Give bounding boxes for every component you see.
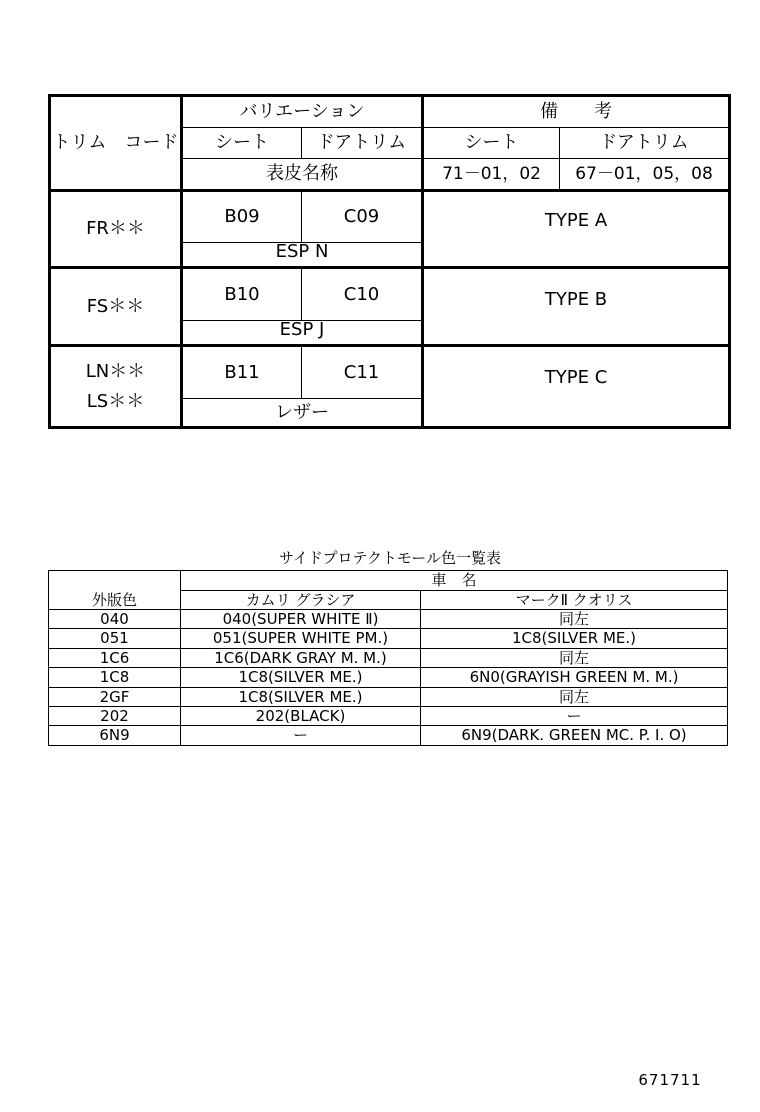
table-row <box>49 688 728 707</box>
camry-color: 202(BLACK) <box>181 707 421 726</box>
header-variation: バリエーション <box>182 96 423 128</box>
header-door-trim: ドアトリム <box>302 128 423 159</box>
table-row <box>49 726 728 746</box>
camry-color: 1C8(SILVER ME.) <box>181 688 421 707</box>
mark2-color: 6N9(DARK. GREEN MC. P. I. O) <box>421 726 728 746</box>
exterior-color-code: 1C8 <box>49 668 181 688</box>
material-leather: レザー <box>182 399 423 428</box>
mark2-color: 1C8(SILVER ME.) <box>421 629 728 649</box>
table-row <box>49 707 728 726</box>
header-seat: シート <box>182 128 302 159</box>
exterior-color-code: 1C6 <box>49 649 181 668</box>
header-surface-material: 表皮名称 <box>182 159 423 191</box>
mark2-color: 同左 <box>421 688 728 707</box>
camry-color: 040(SUPER WHITE Ⅱ) <box>181 610 421 629</box>
remarks-door-codes: 67－01，05，08 <box>560 159 730 191</box>
material-esp-j: ESP J <box>182 321 423 346</box>
trim-code-fs <box>50 268 182 346</box>
header-remarks-seat: シート <box>423 128 560 159</box>
table-row <box>49 668 728 688</box>
side-protect-mold-color-table <box>48 570 728 746</box>
mark2-color: ー <box>421 707 728 726</box>
trim-code-fr <box>50 191 182 268</box>
type-a: TYPE A <box>423 191 730 268</box>
type-b: TYPE B <box>423 268 730 346</box>
camry-color: 051(SUPER WHITE PM.) <box>181 629 421 649</box>
seat-code-b09: B09 <box>182 191 302 243</box>
trim-variation-table <box>48 94 731 429</box>
header-mark2-qualis: マークⅡ クオリス <box>421 591 728 610</box>
door-code-c11: C11 <box>302 346 423 399</box>
door-code-c10: C10 <box>302 268 423 321</box>
remarks-seat-codes: 71－01，02 <box>423 159 560 191</box>
camry-color: ー <box>181 726 421 746</box>
exterior-color-code: 040 <box>49 610 181 629</box>
header-trim-code: トリム コード <box>50 96 182 191</box>
trim-code-label: LS＊＊ <box>86 390 145 412</box>
trim-code-label: LN＊＊ <box>85 360 146 382</box>
header-exterior-color: 外版色 <box>49 571 181 610</box>
header-camry-gracia: カムリ グラシア <box>181 591 421 610</box>
table-row <box>49 610 728 629</box>
table-row <box>49 649 728 668</box>
exterior-color-code: 6N9 <box>49 726 181 746</box>
mark2-color: 6N0(GRAYISH GREEN M. M.) <box>421 668 728 688</box>
trim-code-ln-ls <box>50 346 182 428</box>
color-table-title: サイドプロテクトモール色一覧表 <box>278 549 501 567</box>
exterior-color-code: 051 <box>49 629 181 649</box>
mark2-color: 同左 <box>421 649 728 668</box>
seat-code-b11: B11 <box>182 346 302 399</box>
exterior-color-code: 2GF <box>49 688 181 707</box>
header-car-name: 車 名 <box>181 571 728 591</box>
document-number: 671711 <box>638 1071 702 1089</box>
camry-color: 1C6(DARK GRAY M. M.) <box>181 649 421 668</box>
camry-color: 1C8(SILVER ME.) <box>181 668 421 688</box>
trim-code-label: FR＊＊ <box>86 218 145 239</box>
material-esp-n: ESP N <box>182 243 423 268</box>
seat-code-b10: B10 <box>182 268 302 321</box>
exterior-color-code: 202 <box>49 707 181 726</box>
mark2-color: 同左 <box>421 610 728 629</box>
header-remarks: 備 考 <box>423 96 730 128</box>
door-code-c09: C09 <box>302 191 423 243</box>
trim-code-label: FS＊＊ <box>86 295 145 317</box>
table-row <box>49 629 728 649</box>
type-c: TYPE C <box>423 346 730 428</box>
header-remarks-door-trim: ドアトリム <box>560 128 730 159</box>
